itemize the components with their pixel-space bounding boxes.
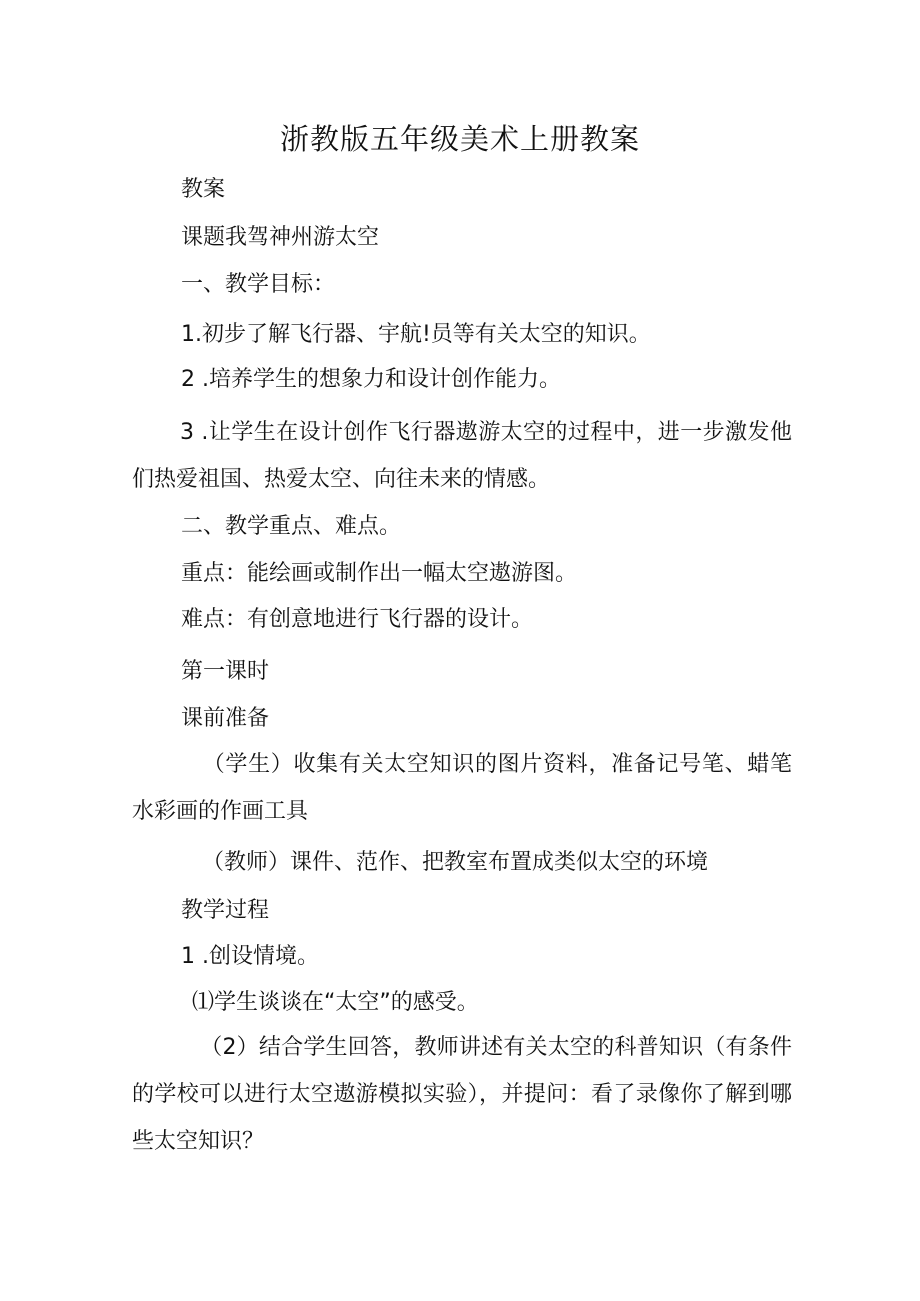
section-label-lesson-plan: 教案: [181, 177, 226, 202]
lesson-topic: 课题我驾神州游太空: [181, 225, 380, 250]
heading-first-lesson: 第一课时: [181, 659, 270, 684]
heading-teaching-goals: 一、教学目标：: [181, 272, 336, 297]
process-substep-2-text: （2）结合学生回答，教师讲述有关太空的科普知识（有条件的学校可以进行太空遨游模拟实验），并提问：看了录像你了解到哪些太空知识？: [132, 1035, 792, 1154]
document-title: 浙教版五年级美术上册教案: [279, 122, 640, 156]
preparation-students-text: （学生）收集有关太空知识的图片资料，准备记号笔、蜡笔水彩画的作画工具: [132, 752, 792, 824]
preparation-students: [132, 741, 792, 835]
goal-item-3: [132, 409, 792, 503]
process-substep-1: ⑴学生谈谈在“太空”的感受。: [192, 990, 479, 1015]
heading-key-points: 二、教学重点、难点。: [181, 514, 402, 539]
heading-preparation: 课前准备: [181, 706, 270, 731]
key-point: 重点：能绘画或制作出一幅太空遨游图。: [181, 561, 578, 586]
difficult-point: 难点：有创意地进行飞行器的设计。: [181, 607, 534, 632]
goal-item-1: 1.初步了解飞行器、宇航!员等有关太空的知识。: [181, 322, 651, 347]
goal-item-2: 2 .培养学生的想象力和设计创作能力。: [181, 367, 561, 392]
process-substep-2: [132, 1024, 792, 1165]
heading-teaching-process: 教学过程: [181, 898, 270, 923]
preparation-teacher: （教师）课件、范作、把教室布置成类似太空的环境: [202, 850, 709, 875]
process-step-1: 1 .创设情境。: [181, 944, 319, 969]
goal-item-3-text: 3 .让学生在设计创作飞行器遨游太空的过程中，进一步激发他们热爱祖国、热爱太空、向往未来的情感。: [132, 420, 792, 492]
